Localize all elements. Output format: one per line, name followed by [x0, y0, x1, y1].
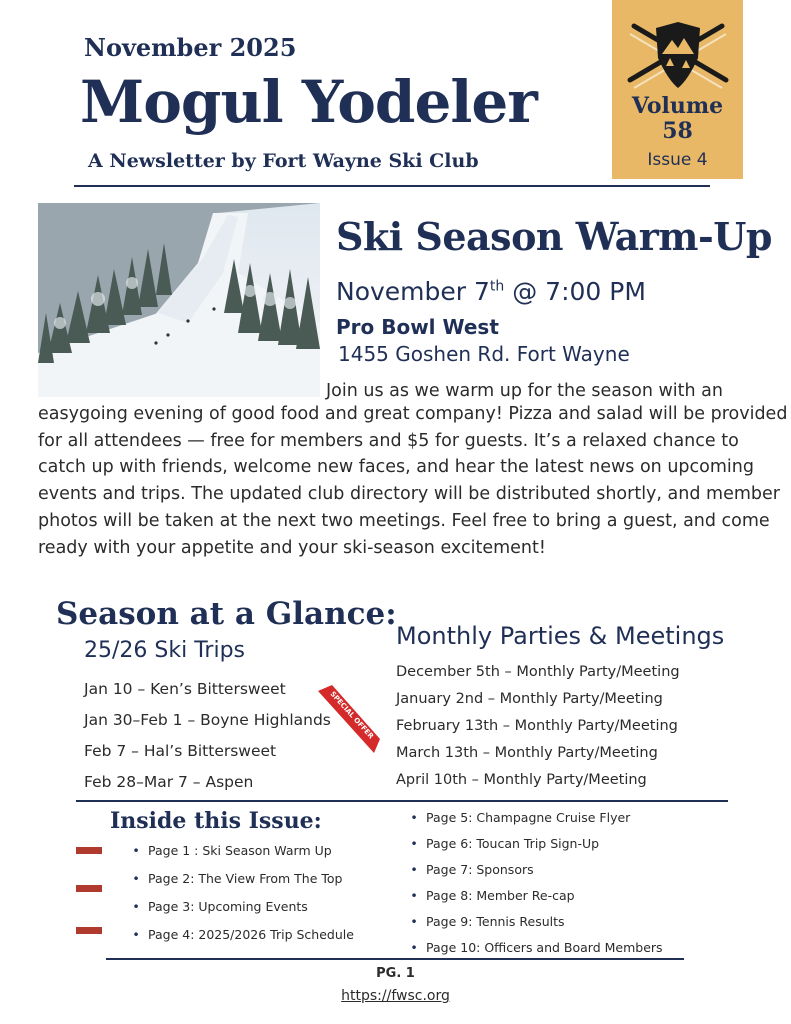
- meetings-heading: Monthly Parties & Meetings: [396, 622, 725, 650]
- inside-list-left: [130, 843, 354, 955]
- page-number: PG. 1: [376, 966, 415, 981]
- issue-number: Issue 4: [647, 150, 708, 170]
- newsletter-tagline: A Newsletter by Fort Wayne Ski Club: [88, 150, 479, 172]
- volume-label: Volume: [631, 93, 724, 119]
- toc-item: • Page 6: Toucan Trip Sign-Up: [408, 836, 663, 862]
- section-marker: [76, 885, 102, 892]
- trip-item: Jan 10 – Ken’s Bittersweet: [84, 680, 286, 698]
- feature-body-text: easygoing evening of good food and great company! Pizza and salad will be provided for all attendees — free for members and $5 for guests. It’s a relaxed chance to catch up with friends, welcome new faces, and hear the latest news on upcoming events and trips. The updated club directory will be distributed shortly, and member photos will be taken at the next two meetings. Feel free to bring a guest, and come ready with your appetite and your ski-season excitement!: [38, 404, 788, 558]
- toc-item: • Page 10: Officers and Board Members: [408, 940, 663, 966]
- meeting-item: April 10th – Monthly Party/Meeting: [396, 772, 647, 788]
- event-time: @ 7:00 PM: [504, 277, 646, 306]
- trips-heading: 25/26 Ski Trips: [84, 638, 245, 663]
- section-marker: [76, 847, 102, 854]
- bullet-icon: •: [132, 871, 140, 886]
- season-divider: [76, 800, 728, 802]
- bullet-icon: •: [132, 899, 140, 914]
- header-divider: [74, 185, 710, 187]
- volume-number: 58: [662, 118, 693, 144]
- ribbon-text: SPECIAL OFFER: [328, 689, 376, 741]
- feature-title: Ski Season Warm-Up: [336, 214, 772, 259]
- ski-club-shield-icon: [626, 18, 730, 94]
- meeting-item: December 5th – Monthly Party/Meeting: [396, 664, 680, 680]
- toc-item: • Page 8: Member Re-cap: [408, 888, 663, 914]
- website-link[interactable]: https://fwsc.org: [341, 988, 450, 1004]
- trip-item: Jan 30–Feb 1 – Boyne Highlands: [84, 711, 331, 729]
- bullet-icon: •: [410, 862, 418, 877]
- newsletter-title: Mogul Yodeler: [80, 68, 537, 136]
- bullet-icon: •: [410, 836, 418, 851]
- bullet-icon: •: [410, 810, 418, 825]
- event-venue: Pro Bowl West: [336, 315, 499, 339]
- toc-item: • Page 5: Champagne Cruise Flyer: [408, 810, 663, 836]
- bullet-icon: •: [132, 927, 140, 942]
- meeting-list: [396, 664, 680, 799]
- footer-divider: [106, 958, 684, 960]
- bullet-icon: •: [410, 914, 418, 929]
- event-date-suffix: th: [489, 278, 505, 295]
- trip-item: Feb 7 – Hal’s Bittersweet: [84, 742, 277, 760]
- bullet-icon: •: [410, 888, 418, 903]
- toc-item: • Page 7: Sponsors: [408, 862, 663, 888]
- toc-item: • Page 9: Tennis Results: [408, 914, 663, 940]
- feature-body-first-line: Join us as we warm up for the season with an: [326, 381, 723, 401]
- trip-item: Feb 28–Mar 7 – Aspen: [84, 773, 254, 791]
- website-link-row: [0, 988, 791, 1004]
- inside-list-right: [408, 810, 663, 966]
- toc-item: • Page 2: The View From The Top: [130, 871, 354, 899]
- meeting-item: March 13th – Monthly Party/Meeting: [396, 745, 658, 761]
- trip-list: [84, 680, 331, 804]
- toc-item: • Page 4: 2025/2026 Trip Schedule: [130, 927, 354, 955]
- bullet-icon: •: [132, 843, 140, 858]
- volume-box: [612, 0, 743, 179]
- meeting-item: January 2nd – Monthly Party/Meeting: [396, 691, 663, 707]
- event-date-time: [336, 277, 646, 306]
- toc-item: • Page 1 : Ski Season Warm Up: [130, 843, 354, 871]
- season-title: Season at a Glance:: [56, 596, 397, 632]
- meeting-item: February 13th – Monthly Party/Meeting: [396, 718, 678, 734]
- bullet-icon: •: [410, 940, 418, 955]
- toc-item: • Page 3: Upcoming Events: [130, 899, 354, 927]
- issue-date: November 2025: [84, 33, 297, 62]
- special-offer-ribbon: [318, 685, 380, 753]
- inside-issue-title: Inside this Issue:: [110, 808, 322, 834]
- event-address: 1455 Goshen Rd. Fort Wayne: [338, 342, 630, 366]
- event-date: November 7: [336, 277, 490, 306]
- ski-slope-photo: [38, 203, 320, 397]
- section-marker: [76, 927, 102, 934]
